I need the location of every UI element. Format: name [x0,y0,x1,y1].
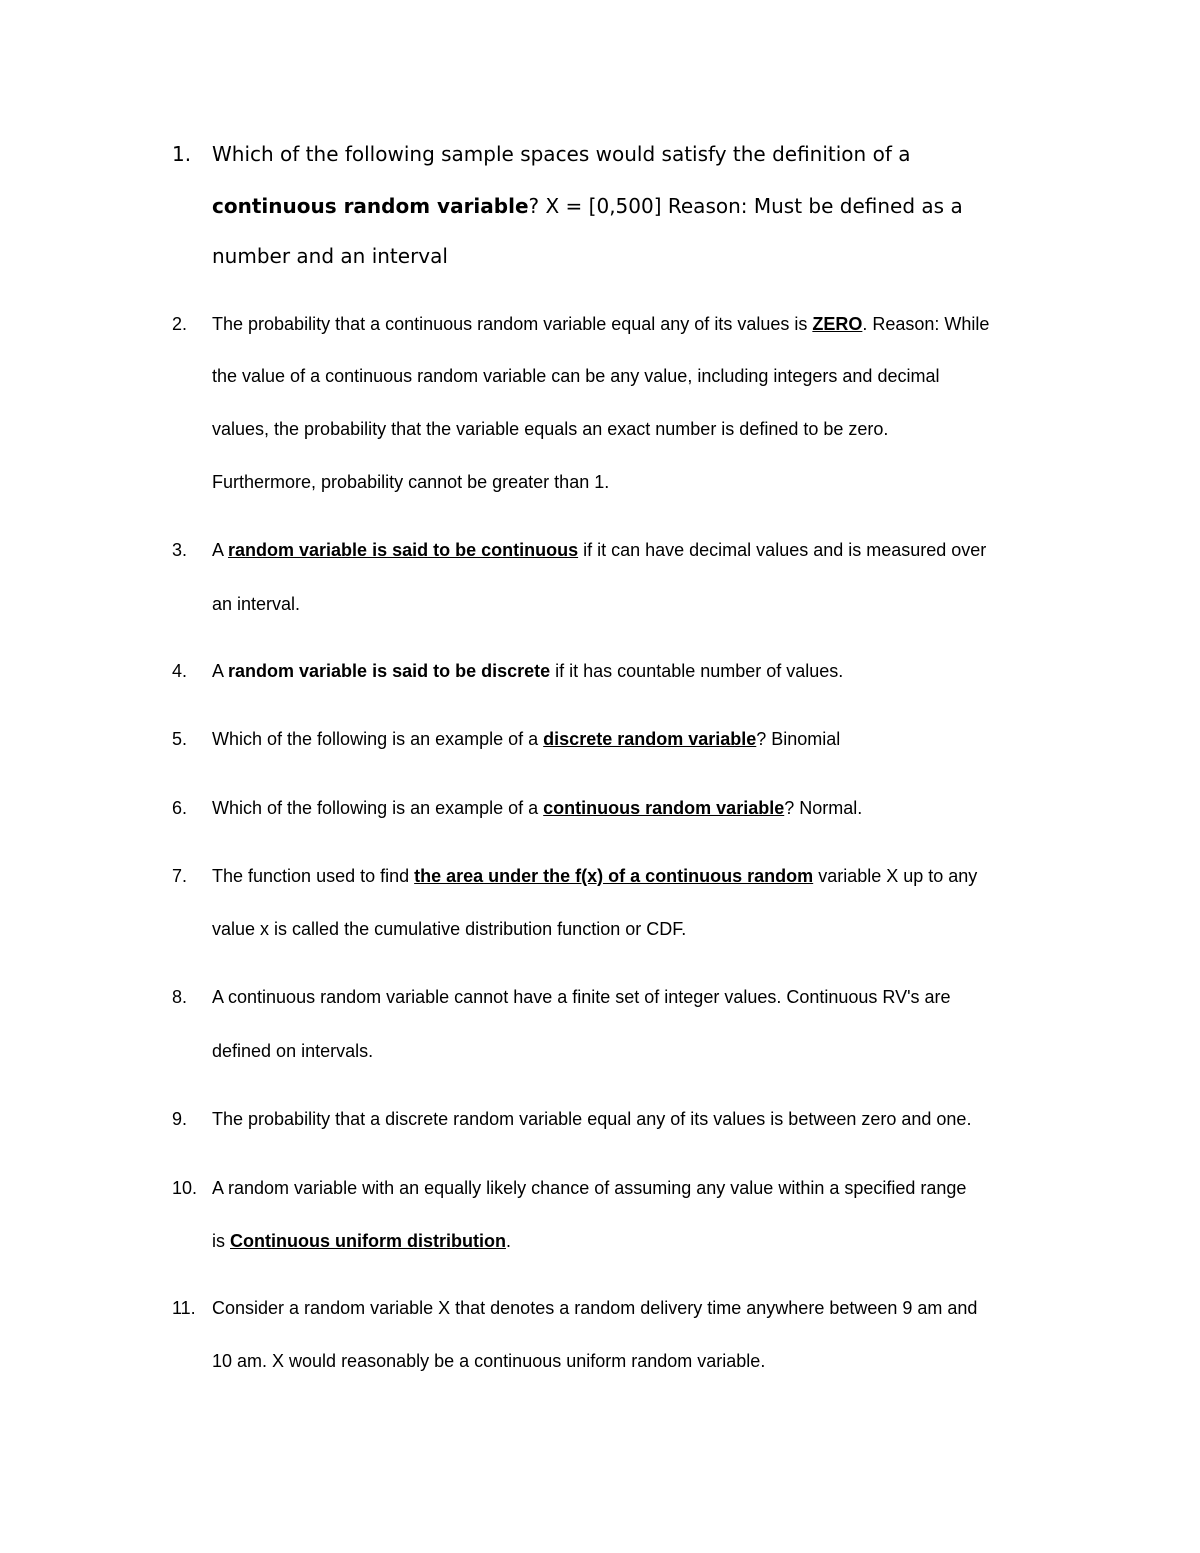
item-text: is [212,1231,230,1251]
item-text: Which of the following is an example of a [212,729,544,749]
list-number: 4. [172,661,188,681]
list-number: 2. [172,314,188,334]
underlined-term: Continuous uniform distribution [230,1231,506,1251]
item-text-line: value x is called the cumulative distribution function or CDF. [212,919,687,939]
item-text: Which of the following is an example of a [212,798,544,818]
item-text: A [212,661,229,681]
item-text-line: the value of a continuous random variable can be any value, including integers and decimal [212,366,940,386]
item-text-line: A continuous random variable cannot have a finite set of integer values. Continuous RV's are [212,987,951,1007]
list-number: 11. [172,1298,196,1318]
list-number: 7. [172,866,188,886]
bold-term: random variable is said to be discrete [228,661,551,681]
item-text: ? Normal. [784,798,863,818]
item-text-line: defined on intervals. [212,1041,374,1061]
list-number: 8. [172,987,188,1007]
item-text-line [212,645,843,697]
item-text-line [212,1215,511,1267]
list-number: 6. [172,798,188,818]
item-text-line [212,524,986,576]
item-text-line: an interval. [212,594,301,614]
item-text: if it has countable number of values. [550,661,844,681]
item-text-line: Furthermore, probability cannot be greater than 1. [212,472,610,492]
item-text: ? X = [0,500] Reason: Must be defined as a [528,194,963,218]
underlined-term: ZERO [812,314,863,334]
list-number: 9. [172,1109,188,1129]
item-text-line: 10 am. X would reasonably be a continuous uniform random variable. [212,1351,766,1371]
item-text: The function used to find [212,866,415,886]
list-number: 3. [172,540,188,560]
item-text: ? Binomial [756,729,841,749]
item-text-line [212,180,963,232]
underlined-term: discrete random variable [543,729,757,749]
item-text-line [212,782,862,834]
item-text-line: values, the probability that the variable equals an exact number is defined to be zero. [212,419,889,439]
underlined-term: continuous random variable [543,798,785,818]
bold-term: continuous random variable [212,194,529,218]
item-text: . [505,1231,511,1251]
underlined-term: random variable is said to be continuous [228,540,579,560]
list-number: 5. [172,729,188,749]
item-text: variable X up to any [813,866,978,886]
list-number: 10. [172,1178,198,1198]
item-text-line [212,713,840,765]
item-text-line [212,850,977,902]
item-text-line: Consider a random variable X that denotes a random delivery time anywhere between 9 am and [212,1298,978,1318]
item-text-line: The probability that a discrete random variable equal any of its values is between zero and one. [212,1109,972,1129]
item-text: The probability that a continuous random variable equal any of its values is [212,314,813,334]
item-text-line: A random variable with an equally likely chance of assuming any value within a specified range [212,1178,967,1198]
item-text-line [212,298,989,350]
underlined-term: the area under the f(x) of a continuous random [414,866,814,886]
item-text-line: Which of the following sample spaces would satisfy the definition of a [212,142,911,166]
item-text: if it can have decimal values and is measured over [578,540,987,560]
item-text-line: number and an interval [212,244,448,268]
list-number: 1. [172,142,192,166]
item-text: . Reason: While [862,314,990,334]
item-text: A [212,540,229,560]
